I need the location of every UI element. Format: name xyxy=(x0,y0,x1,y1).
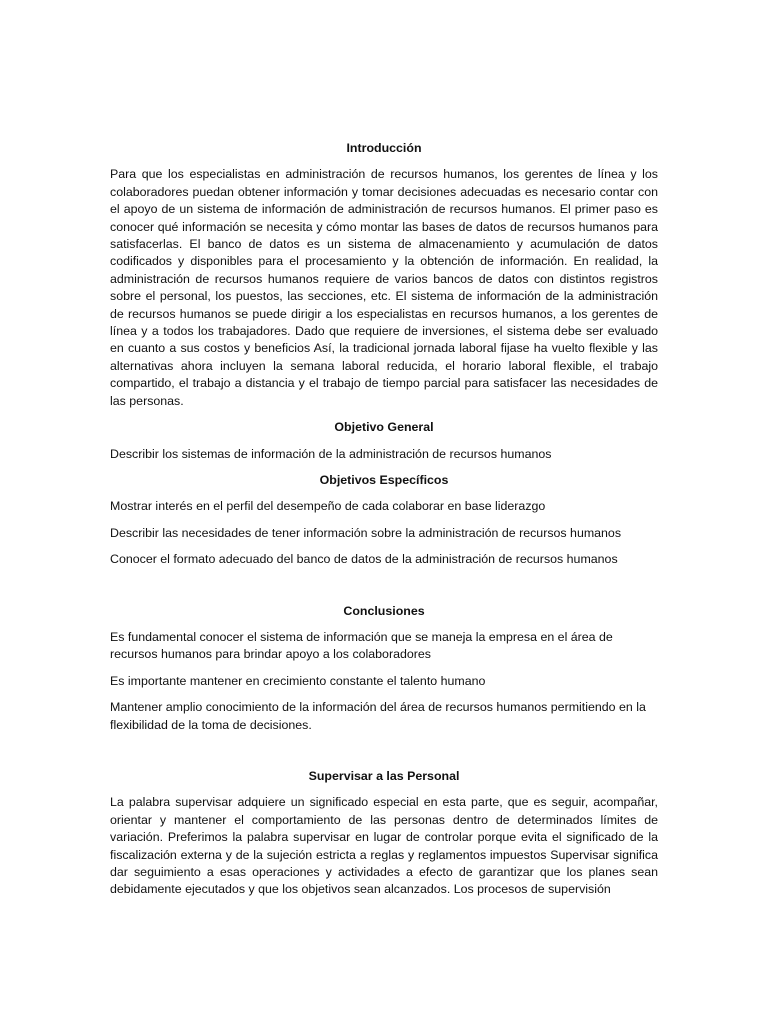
document-page xyxy=(110,140,658,899)
objetivo-general-heading: Objetivo General xyxy=(334,420,434,435)
conclusion-item: Mantener amplio conocimiento de la información del área de recursos humanos permitiendo en la flexibilidad de la toma de decisiones. xyxy=(110,700,646,732)
objetivos-especificos-heading: Objetivos Específicos xyxy=(319,472,449,487)
objetivo-especifico-item: Describir las necesidades de tener información sobre la administración de recursos humanos xyxy=(110,525,622,540)
objetivo-especifico-item: Mostrar interés en el perfil del desempeño de cada colaborar en base liderazgo xyxy=(110,499,546,514)
supervisar-paragraph: La palabra supervisar adquiere un significado especial en esta parte, que es seguir, acompañar, orientar y mantener el comportamiento de las personas dentro de determinados límites de variación. Preferimos la palabra supervisar en lugar de controlar porque evita el significado de la fiscalización externa y de la sujeción estricta a reglas y reglamentos impuestos Supervisar significa dar seguimiento a esas operaciones y actividades a efecto de garantizar que los planes sean debidamente ejecutados y que los objetivos sean alcanzados. Los procesos de supervisión xyxy=(110,795,658,897)
conclusion-item: Es fundamental conocer el sistema de información que se maneja la empresa en el área de recursos humanos para brindar apoyo a los colaboradores xyxy=(110,629,613,662)
objetivo-general-text: Describir los sistemas de información de la administración de recursos humanos xyxy=(110,446,552,461)
conclusion-item: Es importante mantener en crecimiento constante el talento humano xyxy=(110,673,486,688)
objetivo-especifico-item: Conocer el formato adecuado del banco de datos de la administración de recursos humanos xyxy=(110,552,618,567)
conclusiones-heading: Conclusiones xyxy=(343,603,425,618)
supervisar-heading: Supervisar a las Personal xyxy=(308,768,460,783)
intro-paragraph: Para que los especialistas en administración de recursos humanos, los gerentes de línea y los colaboradores puedan obtener información y tomar decisiones adecuadas es necesario contar con el apoyo de un sistema de información de administración de recursos humanos. El primer paso es conocer qué información se necesita y cómo montar las bases de datos de recursos humanos para satisfacerlas. El banco de datos es un sistema de almacenamiento y acumulación de datos codificados y disponibles para el procesamiento y la obtención de información. En realidad, la administración de recursos humanos requiere de varios bancos de datos con distintos registros sobre el personal, los puestos, las secciones, etc. El sistema de información de la administración de recursos humanos se puede dirigir a los especialistas en recursos humanos, a los gerentes de línea y a todos los trabajadores. Dado que requiere de inversiones, el sistema debe ser evaluado en cuanto a sus costos y beneficios Así, la tradicional jornada laboral fijase ha vuelto flexible y las alternativas ahora incluyen la semana laboral reducida, el horario laboral flexible, el trabajo compartido, el trabajo a distancia y el trabajo de tiempo parcial para satisfacer las necesidades de las personas. xyxy=(110,167,658,408)
intro-heading: Introducción xyxy=(346,141,422,155)
